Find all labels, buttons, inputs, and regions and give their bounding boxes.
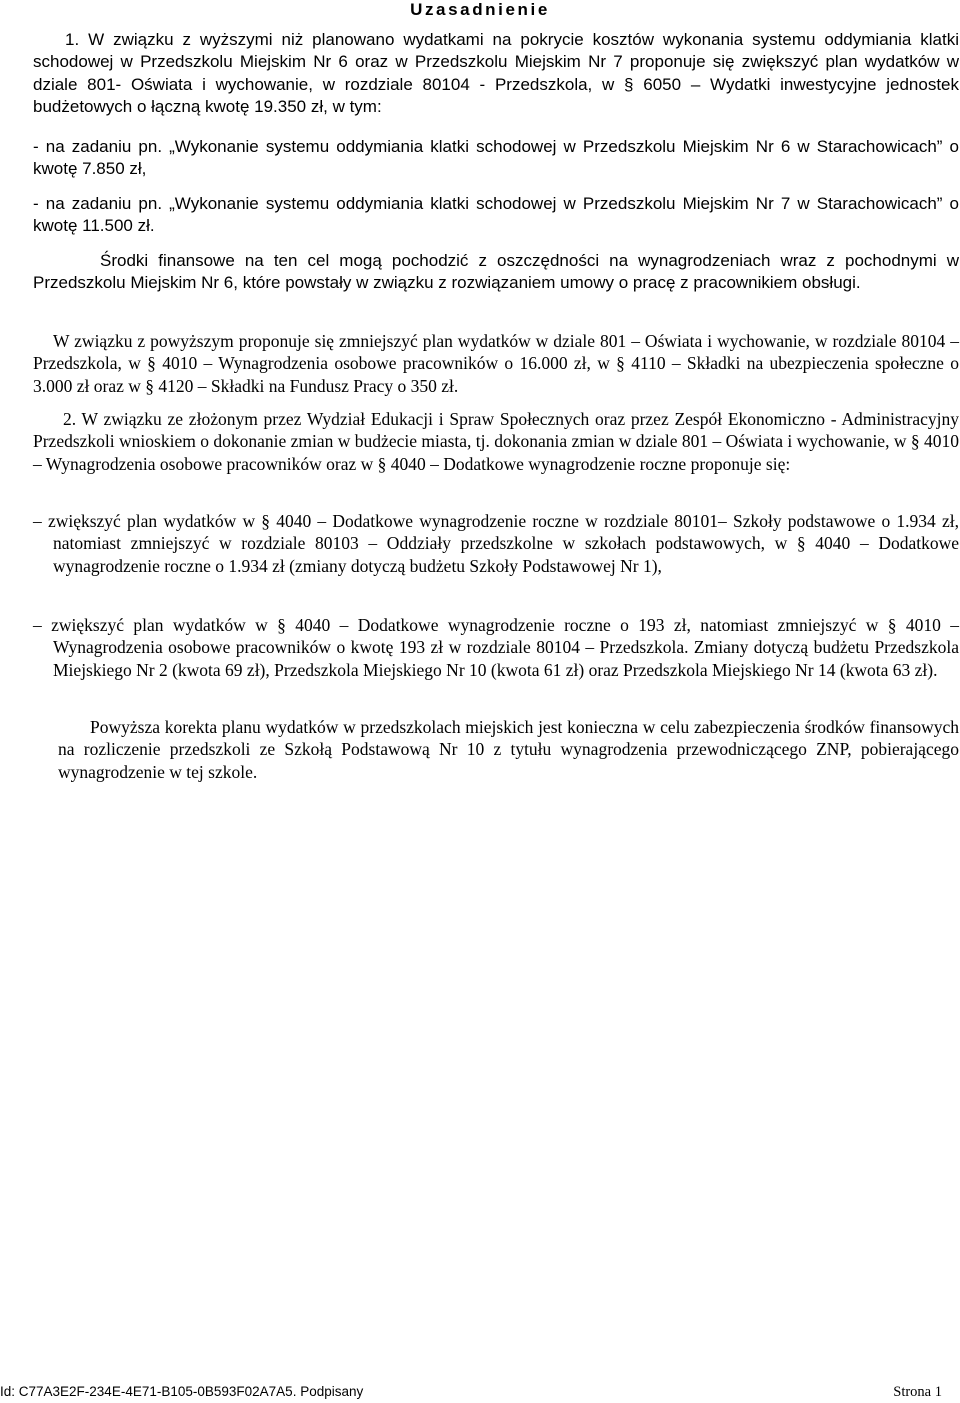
- section2-bullet-2: – zwiększyć plan wydatków w § 4040 – Dodatkowe wynagrodzenie roczne o 193 zł, natomiast zmniejszyć w § 4010 – Wynagrodzenia osobowe pracowników o kwotę 193 zł w rozdziale 80104 – Przedszkola. Zmiany dotyczą budżetu Przedszkola Miejskiego Nr 2 (kwota 69 zł), Przedszkola Miejskiego Nr 10 (kwota 61 zł) oraz Przedszkola Miejskiego Nr 14 (kwota 63 zł).: [33, 615, 959, 680]
- funds-paragraph: Środki finansowe na ten cel mogą pochodzić z oszczędności na wynagrodzeniach wraz z pochodnymi w Przedszkolu Miejskim Nr 6, które powstały w związku z rozwiązaniem umowy o pracę z pracownikiem obsługi.: [33, 251, 959, 293]
- reduction-paragraph: W związku z powyższym proponuje się zmniejszyć plan wydatków w dziale 801 – Oświata i wychowanie, w rozdziale 80104 – Przedszkola, w § 4010 – Wynagrodzenia osobowe pracowników o 16.000 zł, w § 4110 – Składki na ubezpieczenia społeczne o 3.000 zł oraz w § 4120 – Składki na Fundusz Pracy o 350 zł.: [33, 331, 959, 396]
- section2-intro: 2. W związku ze złożonym przez Wydział Edukacji i Spraw Społecznych oraz przez Zespół Ekonomiczno - Administracyjny Przedszkoli wnioskiem o dokonanie zmian w budżecie miasta, tj. dokonania zmian w dziale 801 – Oświata i wychowanie, w § 4010 – Wynagrodzenia osobowe pracowników oraz w § 4040 – Dodatkowe wynagrodzenie roczne proponuje się:: [33, 409, 959, 474]
- document-id-footer: Id: C77A3E2F-234E-4E71-B105-0B593F02A7A5. Podpisany: [0, 1384, 364, 1399]
- page-number-footer: Strona 1: [893, 1384, 942, 1400]
- section2-bullet-1: – zwiększyć plan wydatków w § 4040 – Dodatkowe wynagrodzenie roczne w rozdziale 80101– Szkoły podstawowe o 1.934 zł, natomiast zmniejszyć w rozdziale 80103 – Oddziały przedszkolne w szkołach podstawowych, w § 4040 – Dodatkowe wynagrodzenie roczne o 1.934 zł (zmiany dotyczą budżetu Szkoły Podstawowej Nr 1),: [33, 511, 959, 576]
- task2-paragraph: - na zadaniu pn. „Wykonanie systemu oddymiania klatki schodowej w Przedszkolu Miejskim Nr 7 w Starachowicach” o kwotę 11.500 zł.: [33, 194, 959, 236]
- section1-intro: 1. W związku z wyższymi niż planowano wydatkami na pokrycie kosztów wykonania systemu oddymiania klatki schodowej w Przedszkolu Miejskim Nr 6 oraz w Przedszkolu Miejskim Nr 7 proponuje się zwiększyć plan wydatków w dziale 801- Oświata i wychowanie, w rozdziale 80104 - Przedszkola, w § 6050 – Wydatki inwestycyjne jednostek budżetowych o łączną kwotę 19.350 zł, w tym:: [33, 30, 959, 116]
- document-title: Uzasadnienie: [410, 0, 550, 19]
- closing-paragraph: Powyższa korekta planu wydatków w przedszkolach miejskich jest konieczna w celu zabezpieczenia środków finansowych na rozliczenie przedszkoli ze Szkołą Podstawową Nr 10 z tytułu wynagrodzenia przewodniczącego ZNP, pobierającego wynagrodzenie w tej szkole.: [58, 717, 959, 782]
- task1-paragraph: - na zadaniu pn. „Wykonanie systemu oddymiania klatki schodowej w Przedszkolu Miejskim Nr 6 w Starachowicach” o kwotę 7.850 zł,: [33, 137, 959, 179]
